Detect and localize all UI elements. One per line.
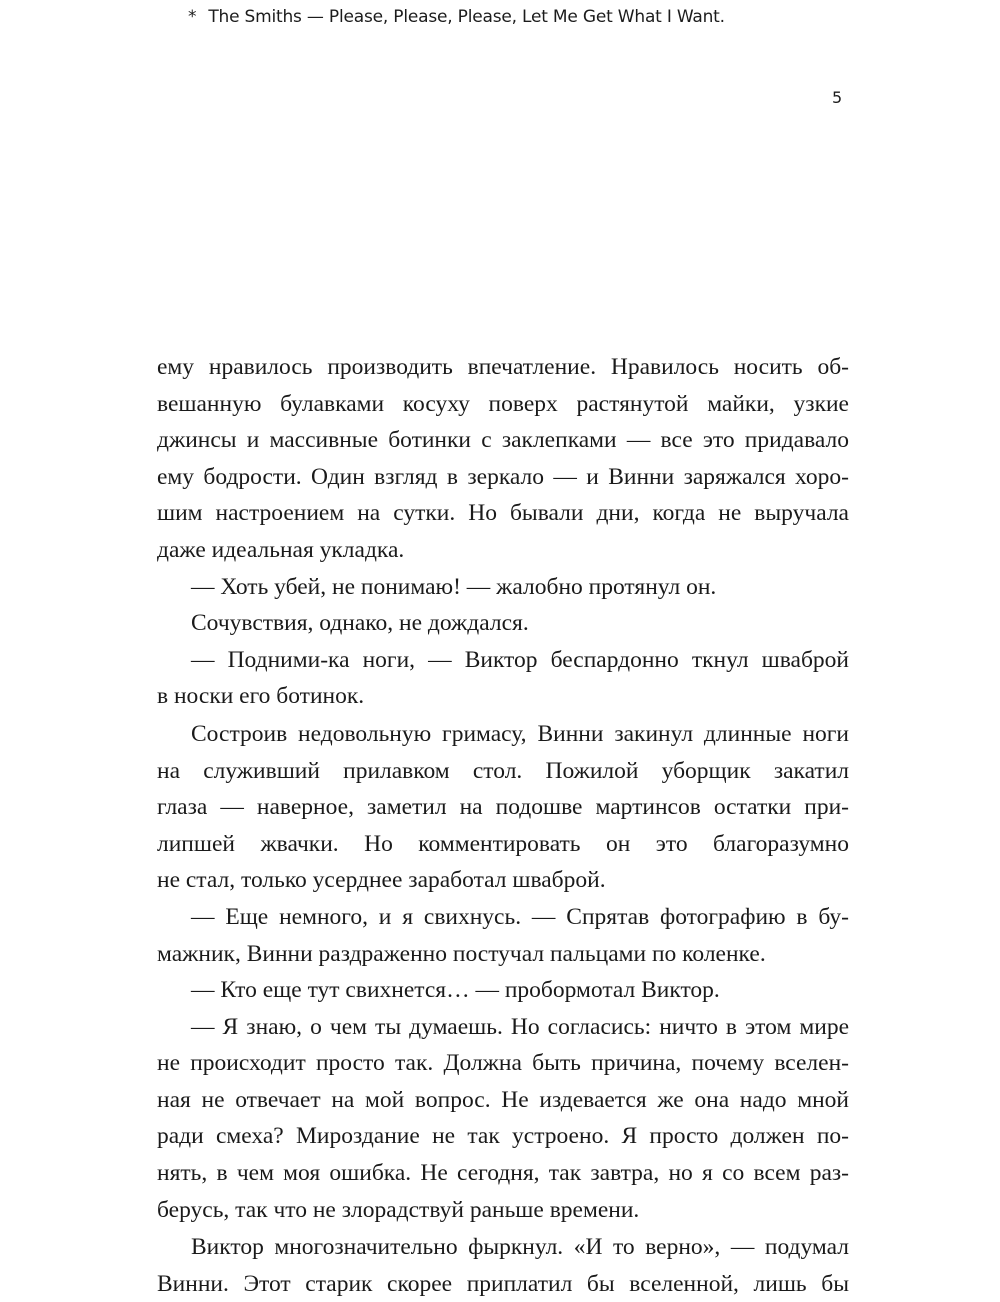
footnote	[188, 7, 725, 27]
text-line: — Хоть убей, не понимаю! — жалобно протянул он.	[191, 573, 717, 600]
text-line: ная не отвечает на мой вопрос. Не издевается же она надо мной	[157, 1086, 849, 1113]
text-line: ради смеха? Мироздание не так устроено. Я просто должен по-	[157, 1123, 849, 1150]
text-line: ему нравилось производить впечатление. Нравилось носить об-	[157, 354, 849, 380]
text-line: мажник, Винни раздраженно постучал пальцами по коленке.	[157, 940, 766, 967]
text-line: липшей жвачки. Но комментировать он это благоразумно	[157, 830, 849, 857]
text-line: ему бодрости. Один взгляд в зеркало — и Винни заряжался хоро-	[157, 463, 849, 490]
text-line: шим настроением на сутки. Но бывали дни, когда не выручала	[157, 500, 849, 527]
text-line: даже идеальная укладка.	[157, 536, 405, 563]
text-line: не стал, только усерднее заработал шваброй.	[157, 867, 606, 894]
body-text	[157, 349, 849, 1302]
text-line: Винни. Этот старик скорее приплатил бы вселенной, лишь бы	[157, 1270, 849, 1297]
text-line: — Я знаю, о чем ты думаешь. Но согласись: ничто в этом мире	[191, 1013, 849, 1040]
text-line: — Кто еще тут свихнется… — пробормотал Виктор.	[191, 977, 720, 1004]
footnote-mark: *	[188, 7, 197, 27]
text-line: нять, в чем моя ошибка. Не сегодня, так завтра, но я со всем раз-	[157, 1160, 849, 1187]
footnote-text: The Smiths — Please, Please, Please, Let Me Get What I Want.	[208, 7, 725, 27]
text-line: Виктор многозначительно фыркнул. «И то верно», — подумал	[191, 1234, 849, 1261]
text-line: вешанную булавками косуху поверх растянутой майки, узкие	[157, 390, 849, 417]
page-number: 5	[832, 88, 843, 107]
text-line: Состроив недовольную гримасу, Винни закинул длинные ноги	[191, 720, 849, 747]
text-line: глаза — наверное, заметил на подошве мартинсов остатки при-	[157, 794, 849, 821]
text-line: Сочувствия, однако, не дождался.	[191, 610, 529, 637]
text-line: не происходит просто так. Должна быть причина, почему вселен-	[157, 1050, 849, 1077]
text-line: на служивший прилавком стол. Пожилой уборщик закатил	[157, 757, 849, 784]
text-line: джинсы и массивные ботинки с заклепками — все это придавало	[157, 427, 849, 454]
text-line: в носки его ботинок.	[157, 683, 365, 710]
text-line: берусь, так что не злорадствуй раньше времени.	[157, 1196, 640, 1223]
text-line: — Еще немного, и я свихнусь. — Спрятав фотографию в бу-	[191, 903, 849, 930]
text-line: — Подними-ка ноги, — Виктор беспардонно ткнул шваброй	[191, 646, 849, 673]
